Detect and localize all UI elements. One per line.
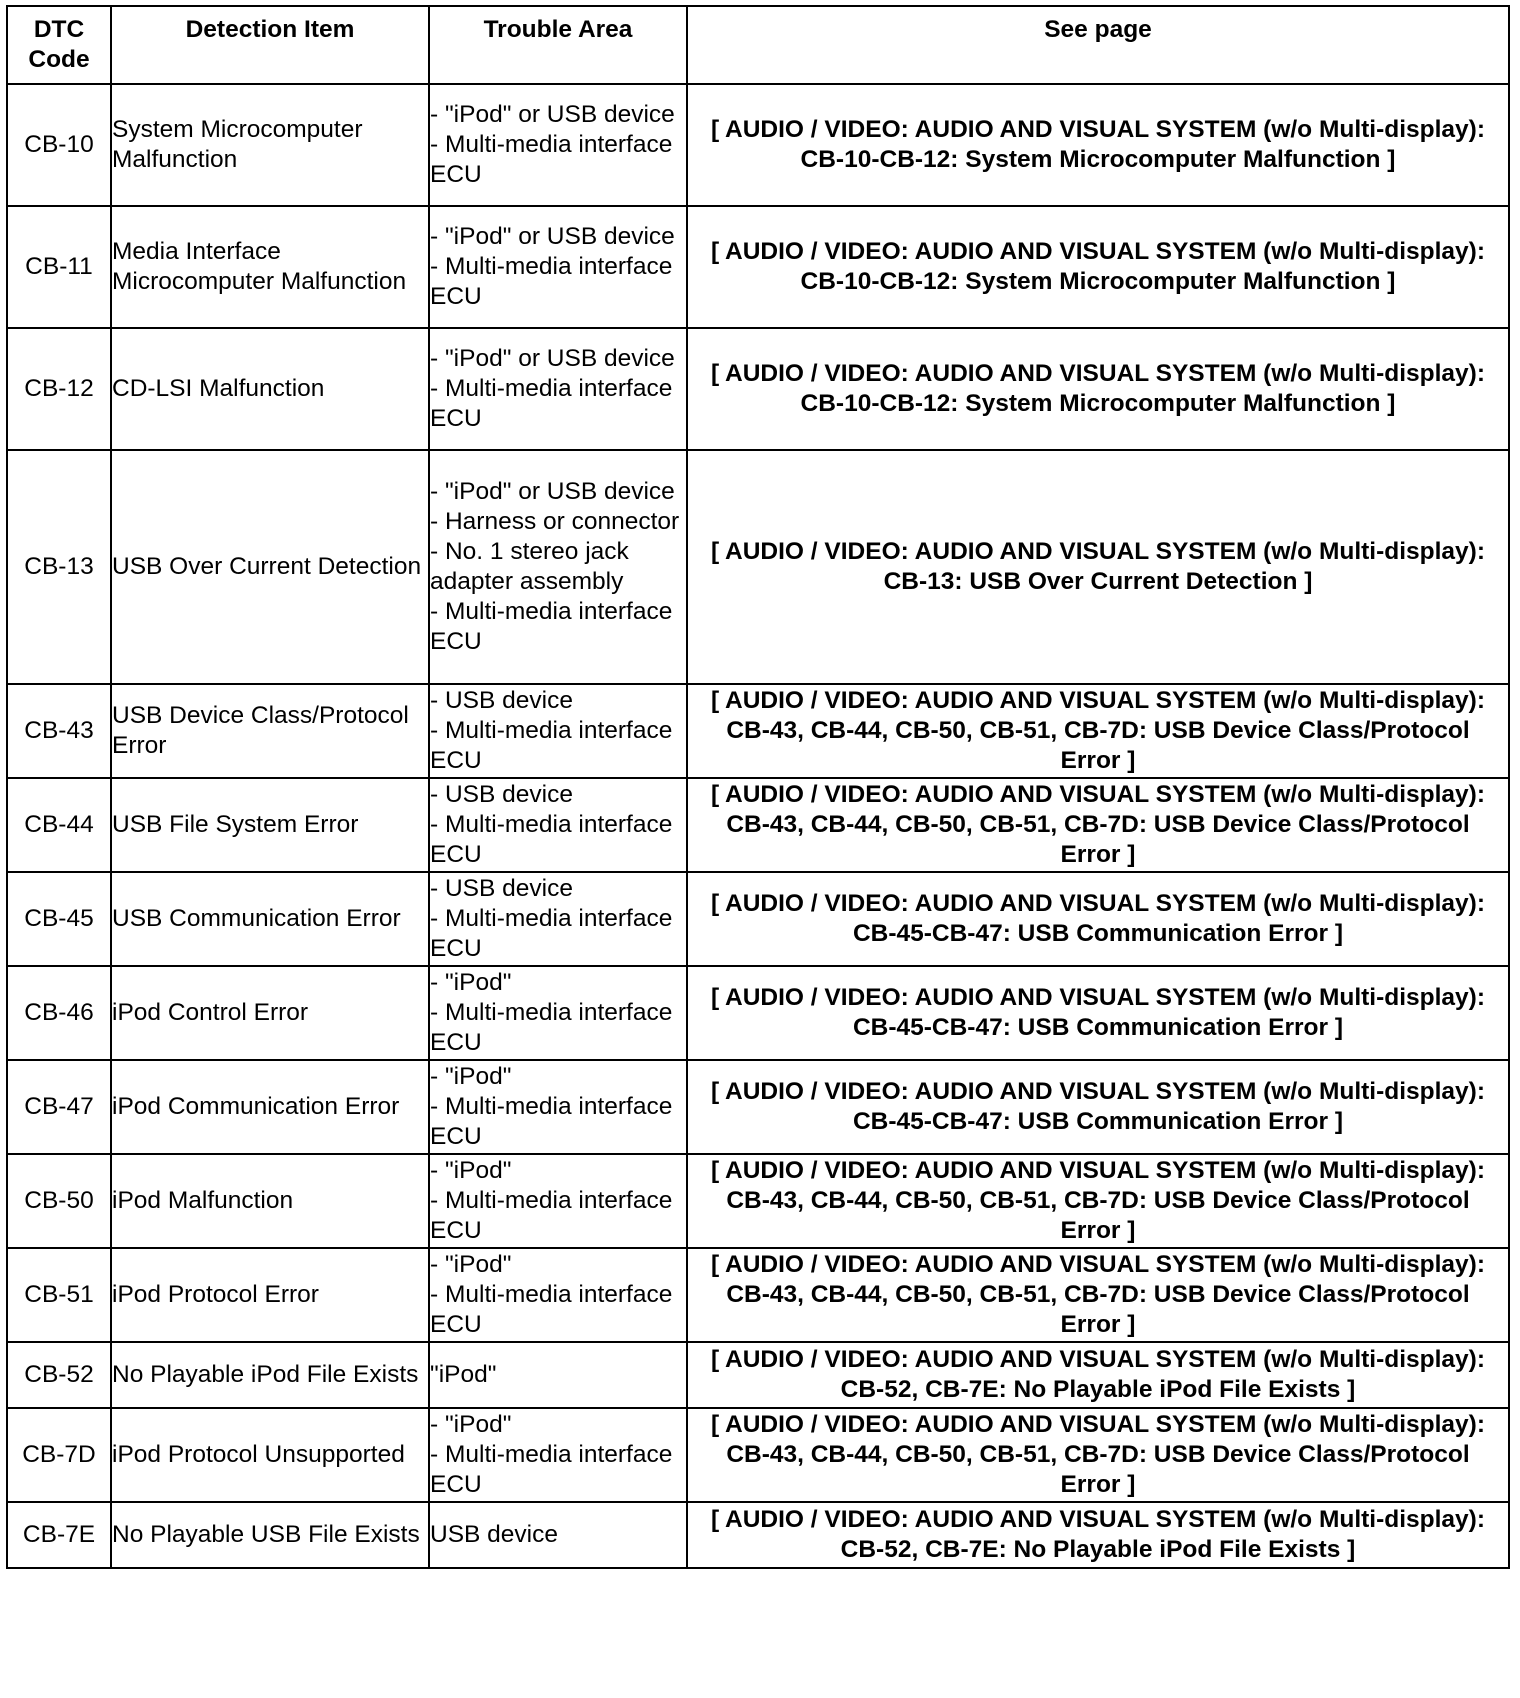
dtc-code-cell: CB-7E	[7, 1502, 111, 1568]
table-row	[7, 1248, 1509, 1342]
trouble-area-line: - No. 1 stereo jack adapter assembly	[430, 538, 629, 595]
trouble-area-cell	[429, 450, 687, 684]
header-dtc-code-line2: Code	[28, 46, 90, 73]
dtc-code-cell: CB-10	[7, 84, 111, 206]
detection-item-cell: USB Over Current Detection	[111, 450, 429, 684]
see-page-reference-line[interactable]: [ AUDIO / VIDEO: AUDIO AND VISUAL SYSTEM (w/o Multi-display):	[710, 1078, 1486, 1105]
trouble-area-cell	[429, 1408, 687, 1502]
see-page-cell	[687, 84, 1509, 206]
trouble-area-line: - Multi-media interface ECU	[430, 131, 673, 188]
see-page-cell	[687, 328, 1509, 450]
see-page-reference-line[interactable]: CB-45-CB-47: USB Communication Error ]	[852, 1014, 1344, 1041]
trouble-area-line: - "iPod" or USB device	[430, 478, 675, 505]
see-page-cell	[687, 206, 1509, 328]
trouble-area-line: - Multi-media interface ECU	[430, 375, 673, 432]
dtc-code-cell: CB-45	[7, 872, 111, 966]
see-page-reference-line[interactable]: Error ]	[1060, 747, 1136, 774]
trouble-area-line: - Multi-media interface ECU	[430, 717, 673, 774]
see-page-reference-line[interactable]: CB-52, CB-7E: No Playable iPod File Exists ]	[840, 1536, 1356, 1563]
trouble-area-line: - "iPod"	[430, 969, 512, 996]
see-page-reference-line[interactable]: Error ]	[1060, 1217, 1136, 1244]
detection-item-cell: iPod Control Error	[111, 966, 429, 1060]
header-dtc-code	[7, 6, 111, 84]
see-page-reference-line[interactable]: Error ]	[1060, 1471, 1136, 1498]
see-page-reference-line[interactable]: [ AUDIO / VIDEO: AUDIO AND VISUAL SYSTEM (w/o Multi-display):	[710, 1346, 1486, 1373]
see-page-reference-line[interactable]: [ AUDIO / VIDEO: AUDIO AND VISUAL SYSTEM (w/o Multi-display):	[710, 781, 1486, 808]
see-page-reference-line[interactable]: CB-45-CB-47: USB Communication Error ]	[852, 1108, 1344, 1135]
header-trouble-area: Trouble Area	[429, 6, 687, 84]
see-page-cell	[687, 1502, 1509, 1568]
trouble-area-cell	[429, 966, 687, 1060]
trouble-area-cell	[429, 1154, 687, 1248]
dtc-code-cell: CB-51	[7, 1248, 111, 1342]
trouble-area-line: - Multi-media interface ECU	[430, 253, 673, 310]
trouble-area-line: - "iPod"	[430, 1251, 512, 1278]
see-page-reference-line[interactable]: [ AUDIO / VIDEO: AUDIO AND VISUAL SYSTEM (w/o Multi-display):	[710, 360, 1486, 387]
trouble-area-cell	[429, 206, 687, 328]
trouble-area-line: USB device	[430, 1521, 559, 1548]
see-page-reference-line[interactable]: CB-43, CB-44, CB-50, CB-51, CB-7D: USB Device Class/Protocol	[726, 1441, 1470, 1468]
table-row	[7, 328, 1509, 450]
see-page-reference-line[interactable]: [ AUDIO / VIDEO: AUDIO AND VISUAL SYSTEM (w/o Multi-display):	[710, 1411, 1486, 1438]
see-page-reference-line[interactable]: [ AUDIO / VIDEO: AUDIO AND VISUAL SYSTEM (w/o Multi-display):	[710, 984, 1486, 1011]
detection-item-cell: USB File System Error	[111, 778, 429, 872]
table-row	[7, 684, 1509, 778]
table-row	[7, 450, 1509, 684]
dtc-code-cell: CB-12	[7, 328, 111, 450]
detection-item-cell: USB Communication Error	[111, 872, 429, 966]
trouble-area-line: - Multi-media interface ECU	[430, 1187, 673, 1244]
dtc-code-cell: CB-43	[7, 684, 111, 778]
trouble-area-line: - Multi-media interface ECU	[430, 598, 673, 655]
see-page-cell	[687, 1154, 1509, 1248]
see-page-reference-line[interactable]: [ AUDIO / VIDEO: AUDIO AND VISUAL SYSTEM (w/o Multi-display):	[710, 1506, 1486, 1533]
table-row	[7, 1502, 1509, 1568]
detection-item-cell: iPod Protocol Unsupported	[111, 1408, 429, 1502]
detection-item-cell: System Microcomputer Malfunction	[111, 84, 429, 206]
dtc-code-cell: CB-47	[7, 1060, 111, 1154]
see-page-cell	[687, 1408, 1509, 1502]
see-page-reference-line[interactable]: [ AUDIO / VIDEO: AUDIO AND VISUAL SYSTEM (w/o Multi-display):	[710, 687, 1486, 714]
trouble-area-line: - Multi-media interface ECU	[430, 1281, 673, 1338]
see-page-reference-line[interactable]: CB-10-CB-12: System Microcomputer Malfunction ]	[800, 390, 1396, 417]
dtc-code-cell: CB-52	[7, 1342, 111, 1408]
see-page-cell	[687, 1248, 1509, 1342]
trouble-area-line: - "iPod"	[430, 1157, 512, 1184]
dtc-code-cell: CB-44	[7, 778, 111, 872]
detection-item-cell: iPod Protocol Error	[111, 1248, 429, 1342]
detection-item-cell: No Playable iPod File Exists	[111, 1342, 429, 1408]
trouble-area-line: "iPod"	[430, 1361, 497, 1388]
see-page-reference-line[interactable]: CB-13: USB Over Current Detection ]	[883, 568, 1313, 595]
table-row	[7, 872, 1509, 966]
detection-item-cell: iPod Malfunction	[111, 1154, 429, 1248]
see-page-reference-line[interactable]: [ AUDIO / VIDEO: AUDIO AND VISUAL SYSTEM (w/o Multi-display):	[710, 1157, 1486, 1184]
trouble-area-cell	[429, 328, 687, 450]
detection-item-cell: CD-LSI Malfunction	[111, 328, 429, 450]
see-page-reference-line[interactable]: [ AUDIO / VIDEO: AUDIO AND VISUAL SYSTEM (w/o Multi-display):	[710, 1251, 1486, 1278]
table-body	[7, 84, 1509, 1568]
table-row	[7, 778, 1509, 872]
dtc-code-cell: CB-11	[7, 206, 111, 328]
trouble-area-cell	[429, 1502, 687, 1568]
see-page-reference-line[interactable]: CB-45-CB-47: USB Communication Error ]	[852, 920, 1344, 947]
see-page-cell	[687, 1060, 1509, 1154]
detection-item-cell: No Playable USB File Exists	[111, 1502, 429, 1568]
trouble-area-cell	[429, 872, 687, 966]
trouble-area-cell	[429, 1248, 687, 1342]
dtc-table	[6, 5, 1510, 1569]
dtc-code-cell: CB-7D	[7, 1408, 111, 1502]
dtc-code-cell: CB-50	[7, 1154, 111, 1248]
header-row	[7, 6, 1509, 84]
trouble-area-line: - Multi-media interface ECU	[430, 999, 673, 1056]
trouble-area-line: - Multi-media interface ECU	[430, 905, 673, 962]
header-see-page: See page	[687, 6, 1509, 84]
see-page-cell	[687, 872, 1509, 966]
trouble-area-cell	[429, 684, 687, 778]
see-page-reference-line[interactable]: [ AUDIO / VIDEO: AUDIO AND VISUAL SYSTEM (w/o Multi-display):	[710, 890, 1486, 917]
table-row	[7, 206, 1509, 328]
trouble-area-line: - "iPod" or USB device	[430, 345, 675, 372]
see-page-reference-line[interactable]: [ AUDIO / VIDEO: AUDIO AND VISUAL SYSTEM (w/o Multi-display):	[710, 538, 1486, 565]
table-row	[7, 966, 1509, 1060]
see-page-reference-line[interactable]: [ AUDIO / VIDEO: AUDIO AND VISUAL SYSTEM (w/o Multi-display):	[710, 238, 1486, 265]
trouble-area-cell	[429, 778, 687, 872]
trouble-area-line: - USB device	[430, 687, 573, 714]
trouble-area-cell	[429, 1060, 687, 1154]
see-page-reference-line[interactable]: Error ]	[1060, 841, 1136, 868]
see-page-cell	[687, 1342, 1509, 1408]
trouble-area-line: - Multi-media interface ECU	[430, 811, 673, 868]
see-page-reference-line[interactable]: Error ]	[1060, 1311, 1136, 1338]
see-page-cell	[687, 450, 1509, 684]
see-page-reference-line[interactable]: CB-43, CB-44, CB-50, CB-51, CB-7D: USB Device Class/Protocol	[726, 811, 1470, 838]
see-page-reference-line[interactable]: CB-10-CB-12: System Microcomputer Malfunction ]	[800, 146, 1396, 173]
trouble-area-line: - "iPod"	[430, 1411, 512, 1438]
dtc-code-cell: CB-13	[7, 450, 111, 684]
trouble-area-line: - USB device	[430, 875, 573, 902]
header-dtc-code-line1: DTC	[33, 16, 85, 43]
table-row	[7, 1342, 1509, 1408]
table-row	[7, 1408, 1509, 1502]
see-page-reference-line[interactable]: CB-43, CB-44, CB-50, CB-51, CB-7D: USB Device Class/Protocol	[726, 717, 1470, 744]
see-page-reference-line[interactable]: CB-10-CB-12: System Microcomputer Malfunction ]	[800, 268, 1396, 295]
trouble-area-line: - "iPod"	[430, 1063, 512, 1090]
see-page-reference-line[interactable]: [ AUDIO / VIDEO: AUDIO AND VISUAL SYSTEM (w/o Multi-display):	[710, 116, 1486, 143]
detection-item-cell: USB Device Class/Protocol Error	[111, 684, 429, 778]
trouble-area-line: - Multi-media interface ECU	[430, 1441, 673, 1498]
table-row	[7, 1154, 1509, 1248]
table-header	[7, 6, 1509, 84]
detection-item-cell: iPod Communication Error	[111, 1060, 429, 1154]
dtc-code-cell: CB-46	[7, 966, 111, 1060]
see-page-cell	[687, 966, 1509, 1060]
see-page-cell	[687, 778, 1509, 872]
trouble-area-cell	[429, 1342, 687, 1408]
see-page-reference-line[interactable]: CB-52, CB-7E: No Playable iPod File Exists ]	[840, 1376, 1356, 1403]
trouble-area-line: - Multi-media interface ECU	[430, 1093, 673, 1150]
trouble-area-line: - USB device	[430, 781, 573, 808]
trouble-area-line: - "iPod" or USB device	[430, 101, 675, 128]
trouble-area-line: - Harness or connector	[430, 508, 680, 535]
table-row	[7, 84, 1509, 206]
see-page-reference-line[interactable]: CB-43, CB-44, CB-50, CB-51, CB-7D: USB Device Class/Protocol	[726, 1281, 1470, 1308]
see-page-cell	[687, 684, 1509, 778]
document-page	[6, 5, 1508, 1569]
trouble-area-line: - "iPod" or USB device	[430, 223, 675, 250]
trouble-area-cell	[429, 84, 687, 206]
table-row	[7, 1060, 1509, 1154]
header-detection-item: Detection Item	[111, 6, 429, 84]
see-page-reference-line[interactable]: CB-43, CB-44, CB-50, CB-51, CB-7D: USB Device Class/Protocol	[726, 1187, 1470, 1214]
detection-item-cell: Media Interface Microcomputer Malfunction	[111, 206, 429, 328]
